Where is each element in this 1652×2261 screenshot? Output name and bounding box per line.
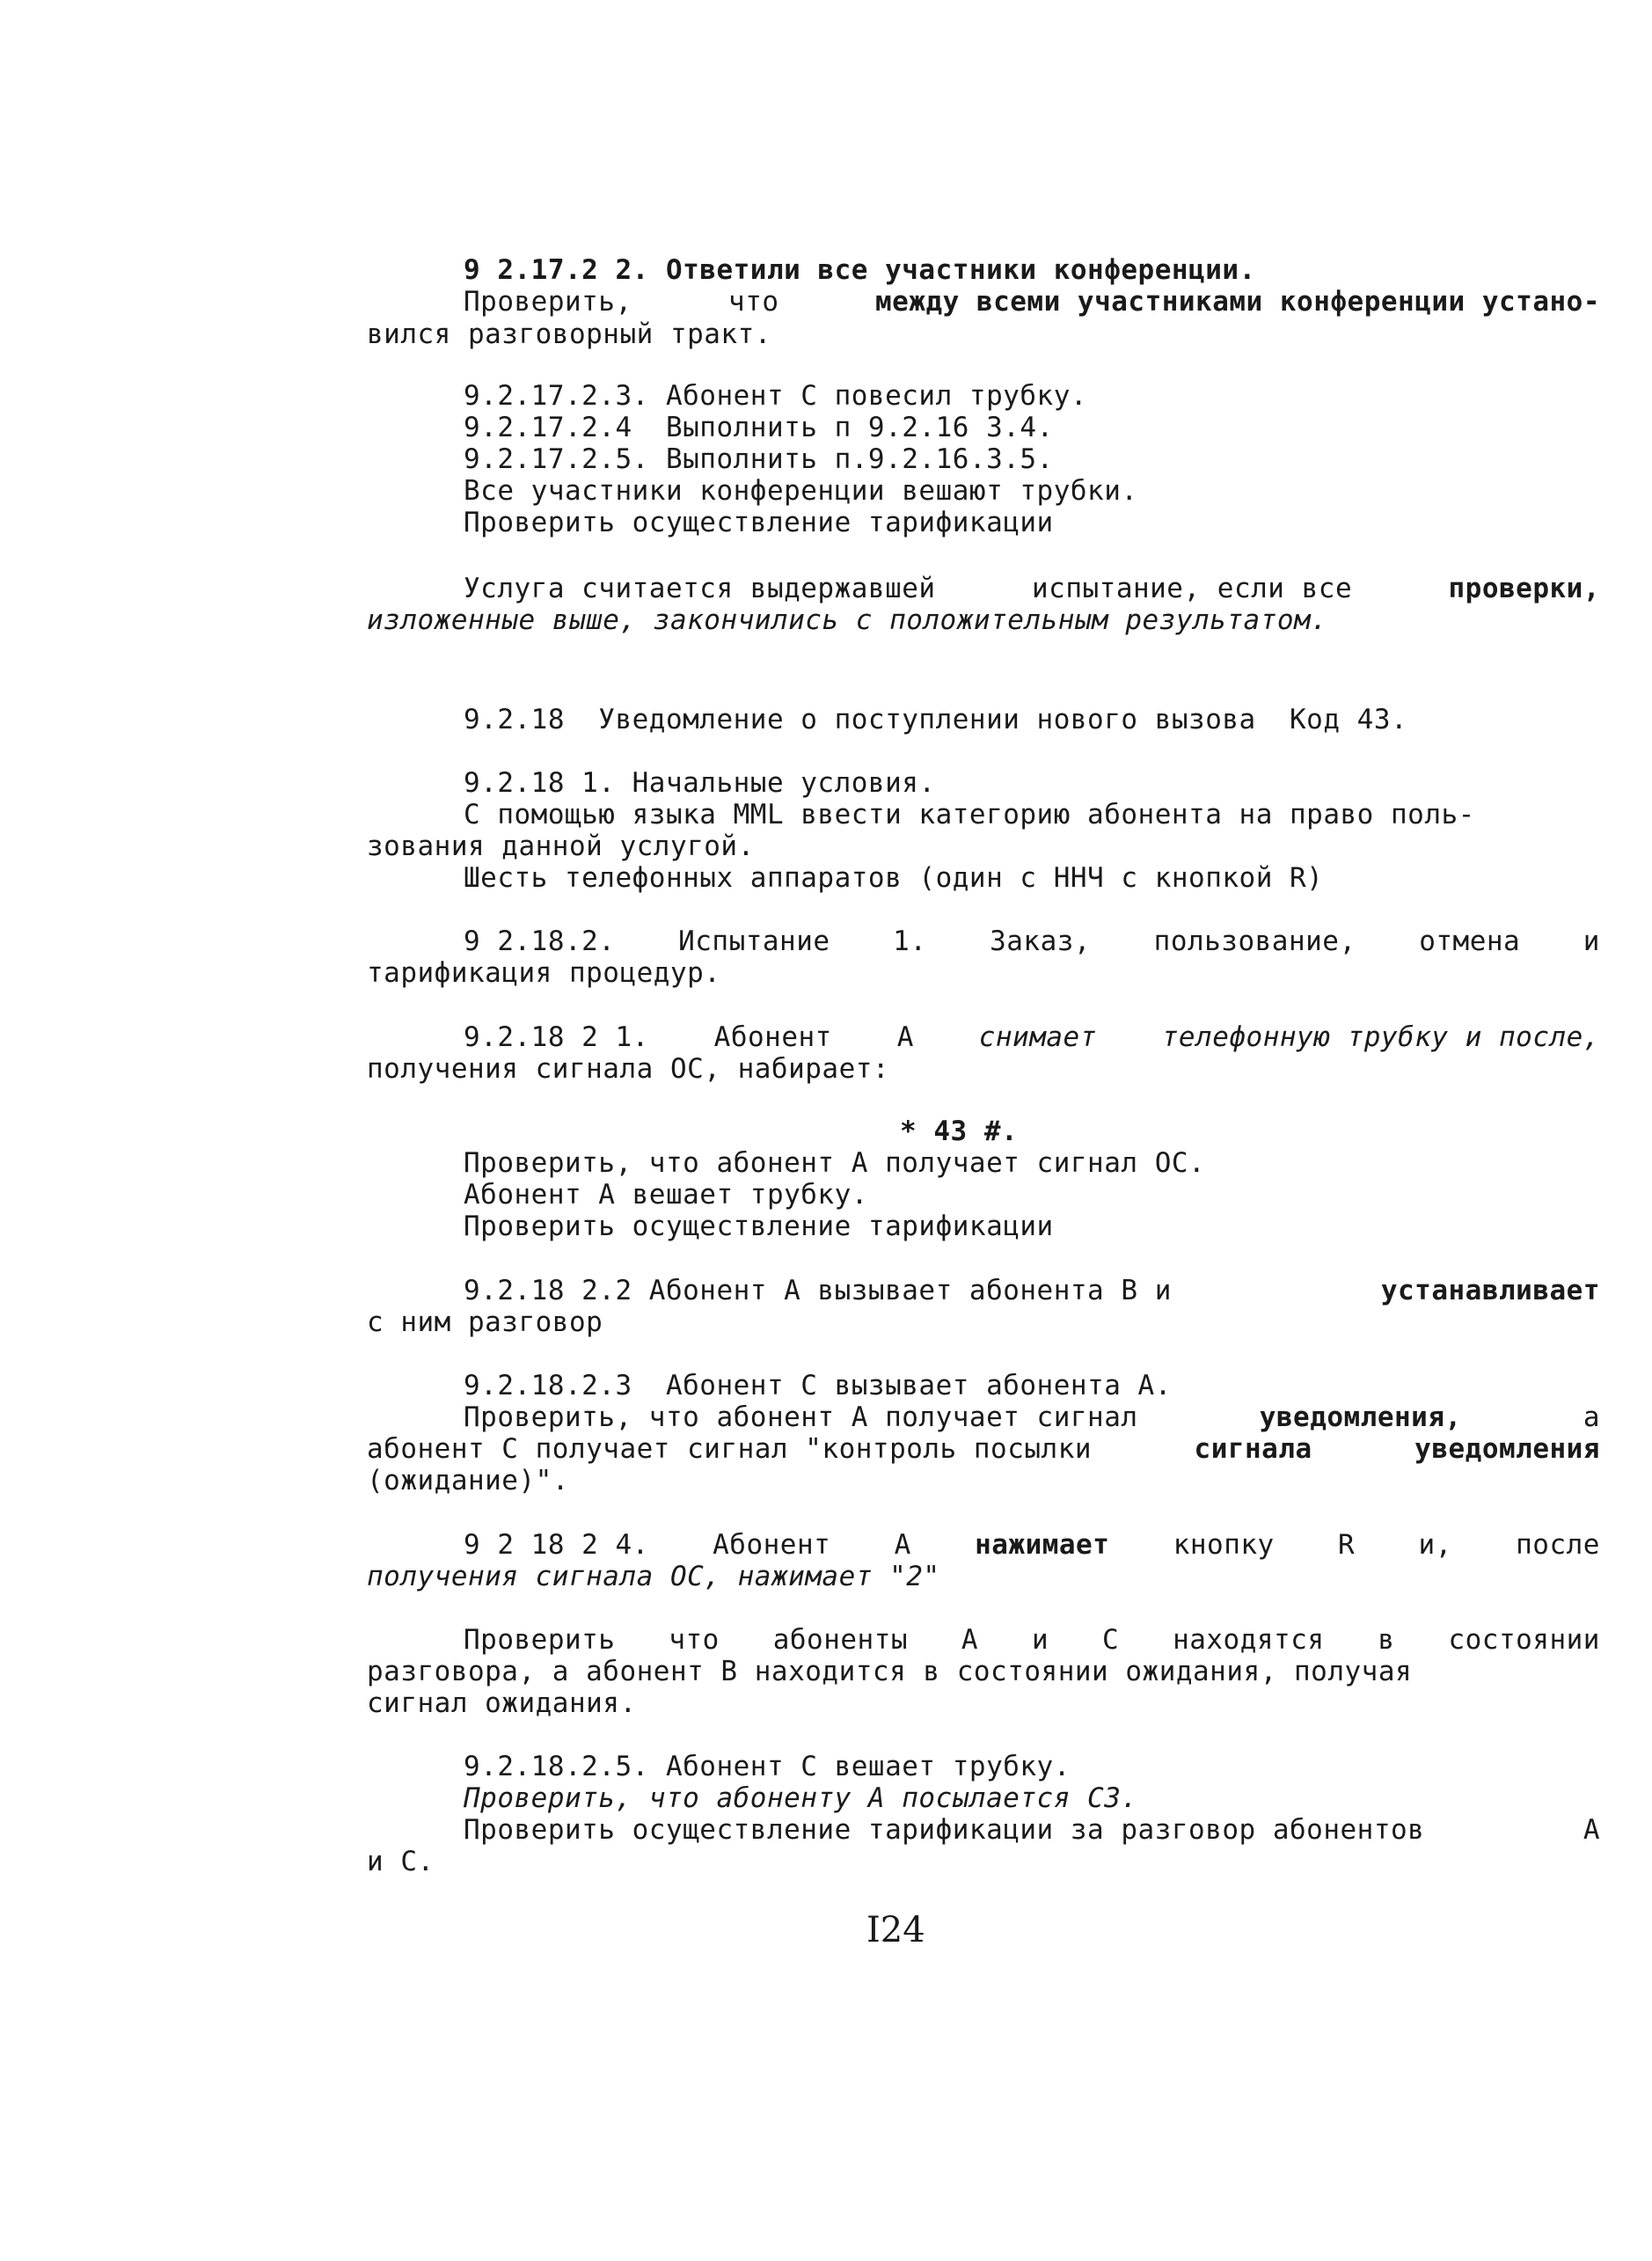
paragraph-line: сигнал ожидания. <box>367 1687 637 1719</box>
text-run: уведомления <box>1414 1433 1600 1465</box>
paragraph-line: Все участники конференции вешают трубки. <box>464 475 1138 507</box>
text-run: Абонент <box>713 1529 831 1561</box>
text-run: А <box>896 1021 914 1053</box>
text-run: Испытание <box>678 926 830 957</box>
text-run: 1. <box>893 926 927 957</box>
dial-code: * 43 #. <box>900 1116 1019 1147</box>
paragraph-line: изложенные выше, закончились с положительным результатом. <box>367 604 1328 636</box>
text-run: телефонную трубку и после, <box>1161 1021 1600 1053</box>
paragraph-line <box>464 1624 1600 1656</box>
text-run: А <box>894 1529 911 1561</box>
heading-9-2-18-1: 9.2.18 1. Начальные условия. <box>464 767 936 799</box>
text-run: испытание, если все <box>1032 573 1353 604</box>
text-run: Проверить, что абонент А получает сигнал <box>464 1401 1138 1433</box>
page-number: I24 <box>866 1910 925 1950</box>
item-9-2-17-2-4: 9.2.17.2.4 Выполнить п 9.2.16 3.4. <box>464 412 1054 443</box>
text-run: 9 2 18 2 4. <box>464 1529 649 1561</box>
text-run: 9.2.18 2 1. <box>464 1021 649 1053</box>
text-run: и <box>1583 926 1600 957</box>
text-run: Проверить <box>464 1624 616 1656</box>
text-run: отмена <box>1419 926 1521 957</box>
text-run: абоненты <box>772 1624 909 1656</box>
text-run: состоянии <box>1448 1624 1600 1656</box>
text-run: и <box>1031 1624 1049 1656</box>
paragraph-line: Проверить, что абонент А получает сигнал ОС. <box>464 1147 1206 1179</box>
paragraph-line: и С. <box>367 1846 435 1877</box>
text-run: что <box>728 286 779 318</box>
paragraph-line: Проверить осуществление тарификации <box>464 507 1054 538</box>
item-9-2-17-2-3: 9.2.17.2.3. Абонент С повесил трубку. <box>464 380 1088 412</box>
text-run: а <box>1583 1401 1600 1433</box>
heading-9-2-18-2 <box>464 926 1600 957</box>
paragraph-line <box>367 1433 1600 1465</box>
paragraph-line <box>464 1401 1600 1433</box>
text-run: Абонент <box>713 1021 832 1053</box>
text-run: находятся <box>1173 1624 1325 1656</box>
paragraph-line <box>464 573 1600 604</box>
heading-9-2-18-2-2 <box>464 1275 1600 1306</box>
text-run: устанавливает <box>1380 1275 1600 1306</box>
heading-9-2-18-2-1 <box>464 1021 1600 1053</box>
paragraph-line: с ним разговор <box>367 1306 603 1338</box>
section-title-9-2-18: 9.2.18 Уведомление о поступлении нового вызова Код 43. <box>464 704 1408 735</box>
text-run: кнопку <box>1173 1529 1275 1561</box>
text-run: в <box>1378 1624 1395 1656</box>
text-run: Проверить осуществление тарификации за разговор абонентов <box>464 1814 1425 1846</box>
paragraph-line: Проверить, что абоненту А посылается С3. <box>464 1782 1138 1814</box>
text-run: проверки, <box>1448 573 1600 604</box>
text-run: абонент С получает сигнал "контроль посылки <box>367 1433 1093 1465</box>
text-run: сигнала <box>1194 1433 1312 1465</box>
text-run: нажимает <box>975 1529 1110 1561</box>
text-run: снимает <box>978 1021 1097 1053</box>
text-run: 9 2.18.2. <box>464 926 616 957</box>
text-run: что <box>669 1624 720 1656</box>
paragraph-line: Шесть телефонных аппаратов (один с ННЧ с кнопкой R) <box>464 862 1324 894</box>
text-run: 9.2.18 2.2 Абонент А вызывает абонента В и <box>464 1275 1172 1306</box>
paragraph-line: тарификация процедур. <box>367 957 721 989</box>
text-run: Проверить, <box>464 286 632 318</box>
heading-9-2-18-2-4 <box>464 1529 1600 1561</box>
text-run: и, <box>1418 1529 1452 1561</box>
text-run: Заказ, <box>990 926 1092 957</box>
text-run: А <box>961 1624 979 1656</box>
paragraph-line: (ожидание)". <box>367 1465 569 1496</box>
heading-9-2-18-2-5: 9.2.18.2.5. Абонент С вешает трубку. <box>464 1751 1071 1782</box>
text-run: уведомления, <box>1259 1401 1462 1433</box>
heading-9-2-18-2-3: 9.2.18.2.3 Абонент С вызывает абонента А. <box>464 1370 1172 1401</box>
paragraph-line: С помощью языка MML ввести категорию абонента на право поль- <box>464 799 1475 830</box>
paragraph-line: получения сигнала ОС, нажимает "2" <box>367 1561 940 1592</box>
paragraph-line: Абонент А вешает трубку. <box>464 1179 868 1211</box>
paragraph-line <box>464 286 1600 318</box>
paragraph-line: Проверить осуществление тарификации <box>464 1211 1054 1242</box>
text-run: С <box>1102 1624 1120 1656</box>
text-run: R <box>1338 1529 1356 1561</box>
heading-9-2-17-2-2: 9 2.17.2 2. Ответили все участники конференции. <box>464 254 1256 286</box>
text-run: Услуга считается выдержавшей <box>464 573 936 604</box>
text-run: между всеми участниками конференции устано- <box>874 286 1600 318</box>
paragraph-line: зования данной услугой. <box>367 830 755 862</box>
paragraph-line: вился разговорный тракт. <box>367 318 771 350</box>
text-run: после <box>1516 1529 1600 1561</box>
paragraph-line: разговора, а абонент В находится в состоянии ожидания, получая <box>367 1656 1413 1687</box>
paragraph-line: получения сигнала ОС, набирает: <box>367 1053 890 1085</box>
item-9-2-17-2-5: 9.2.17.2.5. Выполнить п.9.2.16.3.5. <box>464 443 1054 475</box>
paragraph-line <box>464 1814 1600 1846</box>
text-run: А <box>1583 1814 1600 1846</box>
text-run: пользование, <box>1153 926 1356 957</box>
